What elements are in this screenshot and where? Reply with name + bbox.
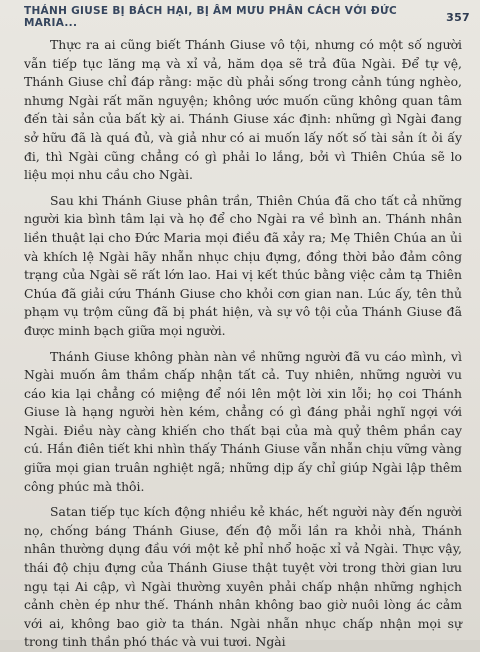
paragraph-3: Thánh Giuse không phàn nàn về những người đã vu cáo mình, vì Ngài muốn âm thầm chấp nhận tất cả. Tuy nhiên, những người vu cáo kia lại chẳng có miệng để nói lên một lời xin lỗi; họ coi Thánh Giuse là hạng người hèn kém, chẳng có gì đáng phải nghĩ ngợi với Ngài. Điều này càng khiến cho thất bại của mà quỷ thêm phần cay cú. Hắn điên tiết khi nhìn thấy Thánh Giuse vẫn nhẫn chịu vững vàng giữa mọi gian truân nghiệt ngã; những dịp ấy chỉ giúp Ngài lập thêm công phúc mà thôi. (24, 348, 462, 494)
paragraph-2: Sau khi Thánh Giuse phân trần, Thiên Chúa đã cho tất cả những người kia bình tâm lại và họ để cho Ngài ra về bình an. Thánh nhân liền thuật lại cho Đức Maria mọi điều đã xảy ra; Mẹ Thiên Chúa an ủi và khích lệ Ngài hãy nhẫn nhục chịu đựng, đồng thời bảo đảm công trạng của Ngài sẽ rất lớn lao. Hai vị kết thúc bằng việc cảm tạ Thiên Chúa đã giải cứu Thánh Giuse cho khỏi cơn gian nan. Lúc ấy, tên thủ phạm vụ trộm cũng đã bị phát hiện, và sự vô tội của Thánh Giuse đã được minh bạch giữa mọi người. (24, 192, 462, 338)
page-body (24, 36, 462, 652)
paragraph-1: Thực ra ai cũng biết Thánh Giuse vô tội, nhưng có một số người vẫn tiếp tục lăng mạ và xỉ vả, hăm dọa sẽ trả đũa Ngài. Để tự vệ, Thánh Giuse chỉ đáp rằng: mặc dù phải sống trong cảnh túng nghèo, nhưng Ngài rất mãn nguyện; không ước muốn cũng không quan tâm đến tài sản của bất kỳ ai. Thánh Giuse xác định: những gì Ngài đang sở hữu đã là quá đủ, và giả như có ai muốn lấy nốt số tài sản ít ỏi ấy đi, thì Ngài cũng chẳng có gì phải lo lắng, bởi vì Thiên Chúa sẽ lo liệu mọi nhu cầu cho Ngài. (24, 37, 462, 183)
page-number: 357 (446, 10, 470, 24)
paragraph-4: Satan tiếp tục kích động nhiều kẻ khác, hết người này đến người nọ, chống báng Thánh Giuse, đến độ mỗi lần ra khỏi nhà, Thánh nhân thường dụng đầu với một kẻ phỉ nhổ hoặc xỉ vả Ngài. Thực vậy, thái độ chịu đựng của Thánh Giuse thật tuyệt vời trong thời gian lưu ngụ tại Ai cập, vì Ngài thường xuyên phải chấp nhận những nghịch cảnh chèn ép như thế. Thánh nhân không bao giờ nuôi lòng ác cảm với ai, không bao giờ ta thán. Ngài nhẫn nhục chấp nhận mọi sự trong tinh thần phó thác và vui tươi. Ngài (24, 504, 462, 650)
running-title: THÁNH GIUSE BỊ BÁCH HẠI, BỊ ÂM MƯU PHÂN CÁCH VỚI ĐỨC MARIA... (24, 5, 398, 29)
page-header (24, 6, 470, 28)
